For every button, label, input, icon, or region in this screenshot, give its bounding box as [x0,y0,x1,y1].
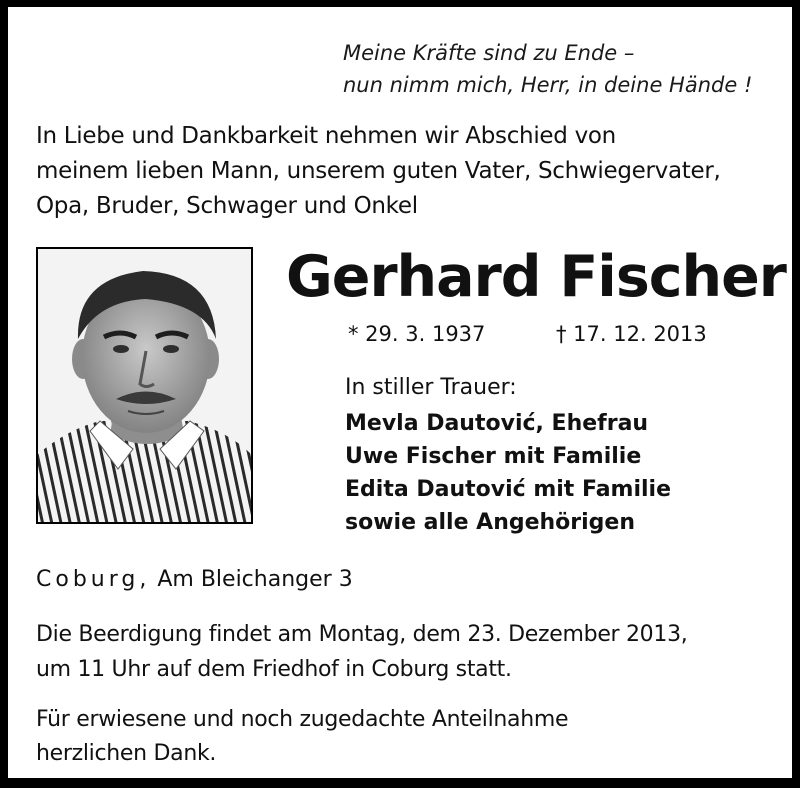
intro-line-2: meinem lieben Mann, unserem guten Vater, Schwiegervater, [36,158,721,184]
mourners-list [345,407,671,539]
motto-line-1: Meine Kräfte sind zu Ende – [343,41,635,65]
birth-date: * 29. 3. 1937 [348,322,486,346]
intro-line-1: In Liebe und Dankbarkeit nehmen wir Abschied von [36,123,616,149]
thanks-note [36,703,568,771]
family-address [36,565,353,595]
deceased-name: Gerhard Fischer [286,244,786,310]
portrait-photo-icon [38,249,251,522]
intro-line-3: Opa, Bruder, Schwager und Onkel [36,193,418,219]
portrait-photo [36,247,253,524]
mourner-name: sowie alle Angehörigen [345,510,636,535]
mourner-name: Uwe Fischer mit Familie [345,444,642,469]
funeral-line-2: um 11 Uhr auf dem Friedhof in Coburg statt. [36,657,512,682]
mourner-name: Mevla Dautović, Ehefrau [345,411,649,436]
address-city: Coburg, [36,567,151,592]
thanks-line-2: herzlichen Dank. [36,741,217,766]
mourner-name: Edita Dautović mit Familie [345,477,672,502]
funeral-line-1: Die Beerdigung findet am Montag, dem 23. Dezember 2013, [36,622,688,647]
thanks-line-1: Für erwiesene und noch zugedachte Anteilnahme [36,707,569,732]
death-date: † 17. 12. 2013 [556,322,707,346]
address-street: Am Bleichanger 3 [157,567,353,592]
motto-verse [343,37,753,101]
mourning-label: In stiller Trauer: [345,375,517,400]
life-dates [348,319,707,349]
intro-text [36,119,756,224]
funeral-info [36,617,687,687]
motto-line-2: nun nimm mich, Herr, in deine Hände ! [343,73,753,97]
